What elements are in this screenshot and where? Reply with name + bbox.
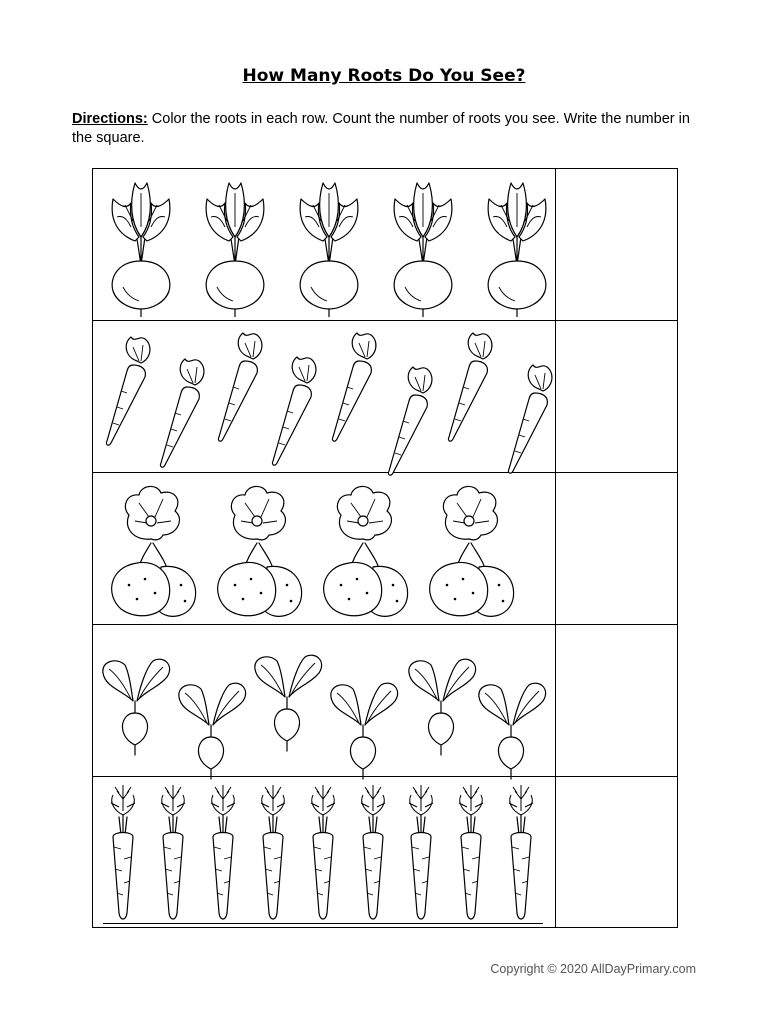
long-carrot-icon [151,781,195,931]
answer-box[interactable] [556,473,677,624]
potato-icon [313,481,413,626]
carrot-icon [97,331,157,456]
page-title: How Many Roots Do You See? [242,66,526,86]
potato-icon [101,481,201,626]
beet-icon [101,177,181,322]
radish-icon [403,647,483,762]
long-carrot-icon [201,781,245,931]
radish-icon [173,671,253,786]
beet-icon [195,177,275,322]
beet-icon [477,177,557,322]
row-carrots [93,321,677,473]
copyright: Copyright © 2020 AllDayPrimary.com [490,962,696,976]
long-carrot-icon [399,781,443,931]
answer-box[interactable] [556,777,677,928]
ground-line [103,923,543,924]
picture-cell [93,169,556,320]
potato-icon [419,481,519,626]
carrot-icon [151,353,211,478]
long-carrot-icon [499,781,543,931]
long-carrot-icon [101,781,145,931]
carrot-icon [439,327,499,452]
answer-box[interactable] [556,169,677,320]
row-radishes [93,625,677,777]
beet-icon [383,177,463,322]
carrot-icon [499,359,559,484]
directions-text: Color the roots in each row. Count the number of roots you see. Write the number in the square. [72,111,690,146]
answer-box[interactable] [556,625,677,776]
potato-icon [207,481,307,626]
radish-icon [249,643,329,758]
carrot-icon [209,327,269,452]
carrot-icon [263,351,323,476]
carrot-icon [379,361,439,486]
long-carrot-icon [251,781,295,931]
radish-icon [325,671,405,786]
picture-cell [93,473,556,624]
row-long-carrots [93,777,677,929]
long-carrot-icon [301,781,345,931]
counting-grid [92,168,678,928]
long-carrot-icon [449,781,493,931]
picture-cell [93,625,556,776]
beet-icon [289,177,369,322]
row-beets [93,169,677,321]
row-potatoes [93,473,677,625]
picture-cell [93,777,556,928]
directions [72,110,702,148]
carrot-icon [323,327,383,452]
directions-label: Directions: [72,111,148,127]
long-carrot-icon [351,781,395,931]
picture-cell [93,321,556,472]
radish-icon [97,647,177,762]
radish-icon [473,671,553,786]
answer-box[interactable] [556,321,677,472]
